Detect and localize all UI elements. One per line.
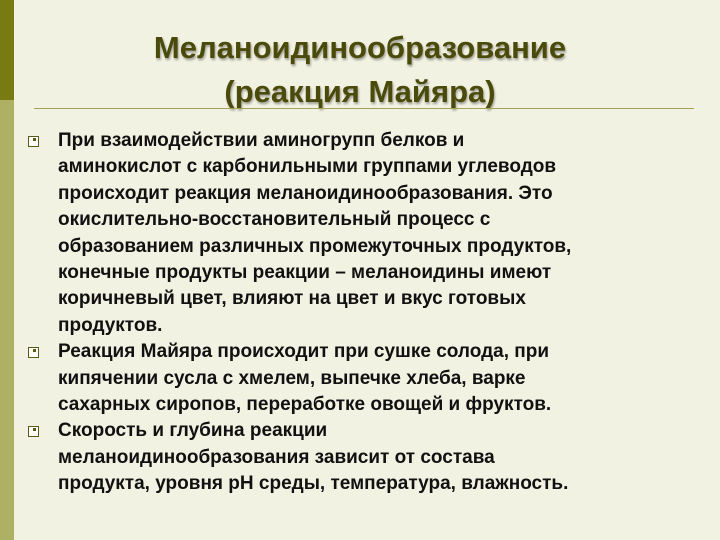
bullet-item (28, 418, 714, 497)
bullet-text: При взаимодействии аминогрупп белков и аминокислот с карбонильными группами углеводов происходит реакция меланоидинообразования. Это окислительно-восстановительный процесс с образованием различных промежуточных продуктов, конечные продукты реакции – меланоидины имеют коричневый цвет, влияют на цвет и вкус готовых продуктов. (58, 130, 572, 336)
title-divider (34, 108, 694, 109)
title-line-2: (реакция Майяра) (224, 74, 496, 109)
square-bullet-icon (28, 347, 39, 358)
slide-title (60, 26, 660, 114)
bullet-list (28, 128, 714, 498)
square-bullet-icon (28, 426, 39, 437)
accent-bar-bottom (0, 100, 14, 540)
bullet-item (28, 128, 714, 339)
square-bullet-icon (28, 136, 39, 147)
title-line-1: Меланоидинообразование (153, 30, 567, 65)
bullet-text: Скорость и глубина реакции меланоидинообразования зависит от состава продукта, уровня pH среды, температура, влажность. (58, 420, 569, 495)
bullet-item (28, 339, 714, 418)
bullet-text: Реакция Майяра происходит при сушке солода, при кипячении сусла с хмелем, выпечке хлеба, варке сахарных сиропов, переработке овощей и фруктов. (58, 341, 552, 416)
accent-bar-top (0, 0, 14, 100)
